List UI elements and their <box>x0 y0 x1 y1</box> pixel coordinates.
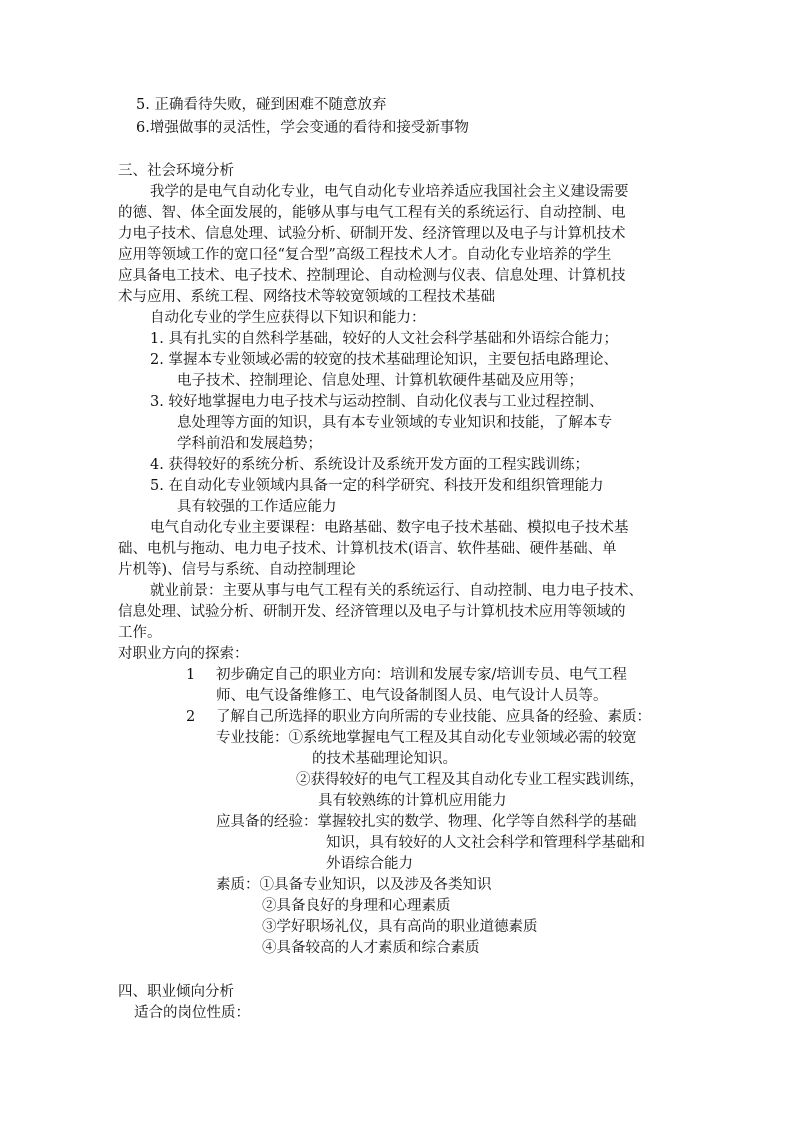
list-item-continuation: 师、电气设备维修工、电气设备制图人员、电气设计人员等。 <box>216 688 608 704</box>
detail-line: ③学好职场礼仪，具有高尚的职业道德素质 <box>262 919 538 935</box>
detail-line: 知识，具有较好的人文社会科学和管理科学基础和 <box>326 835 645 851</box>
list-item: 初步确定自己的职业方向：培训和发展专家/培训专员、电气工程 <box>216 667 627 683</box>
list-item: 1. 具有扎实的自然科学基础，较好的人文社会科学基础和外语综合能力； <box>150 331 618 347</box>
list-number: 2 <box>186 709 196 725</box>
paragraph-line: 工作。 <box>118 625 162 641</box>
paragraph-line: 电气自动化专业主要课程：电路基础、数字电子技术基础、模拟电子技术基 <box>150 520 629 536</box>
detail-line: 应具备的经验：掌握较扎实的数学、物理、化学等自然科学的基础 <box>216 814 637 830</box>
detail-line: ②获得较好的电气工程及其自动化专业工程实践训练， <box>296 772 644 788</box>
detail-line: 外语综合能力 <box>326 856 413 872</box>
detail-line: 素质：①具备专业知识，以及涉及各类知识 <box>216 877 492 893</box>
paragraph-line: 的德、智、体全面发展的，能够从事与电气工程有关的系统运行、自动控制、电 <box>118 205 626 221</box>
list-item-continuation: 学科前沿和发展趋势； <box>177 436 322 452</box>
list-item: 2. 掌握本专业领域必需的较宽的技术基础理论知识，主要包括电路理论、 <box>150 352 618 368</box>
list-item-continuation: 电子技术、控制理论、信息处理、计算机软硬件基础及应用等； <box>177 373 583 389</box>
paragraph-line: 力电子技术、信息处理、试验分析、研制开发、经济管理以及电子与计算机技术 <box>118 226 626 242</box>
list-number: 1 <box>186 667 196 683</box>
list-item-6: 6.增强做事的灵活性，学会变通的看待和接受新事物 <box>136 120 469 136</box>
list-item: 5. 在自动化专业领域内具备一定的科学研究、科技开发和组织管理能力 <box>150 478 604 494</box>
paragraph-line: 片机等)、信号与系统、自动控制理论 <box>118 562 356 578</box>
paragraph-line: 应具备电工技术、电子技术、控制理论、自动检测与仪表、信息处理、计算机技 <box>118 268 626 284</box>
detail-line: 专业技能：①系统地掌握电气工程及其自动化专业领域必需的较宽 <box>216 730 637 746</box>
paragraph-line: 我学的是电气自动化专业，电气自动化专业培养适应我国社会主义建设需要 <box>150 184 629 200</box>
section-heading-3: 三、社会环境分析 <box>118 163 234 179</box>
detail-line: ②具备良好的身理和心理素质 <box>262 898 451 914</box>
list-item: 了解自己所选择的职业方向所需的专业技能、应具备的经验、素质： <box>216 709 651 725</box>
paragraph-line: 应用等领域工作的宽口径“复合型”高级工程技术人才。自动化专业培养的学生 <box>118 247 612 263</box>
detail-line: 具有较熟练的计算机应用能力 <box>318 793 507 809</box>
paragraph-line: 信息处理、试验分析、研制开发、经济管理以及电子与计算机技术应用等领域的 <box>118 604 626 620</box>
paragraph-line: 自动化专业的学生应获得以下知识和能力： <box>150 310 426 326</box>
paragraph-line: 就业前景：主要从事与电气工程有关的系统运行、自动控制、电力电子技术、 <box>150 583 643 599</box>
paragraph-line: 适合的岗位性质： <box>134 1005 250 1021</box>
list-item-5: 5. 正确看待失败，碰到困难不随意放弃 <box>136 97 387 113</box>
paragraph-line: 术与应用、系统工程、网络技术等较宽领域的工程技术基础 <box>118 289 495 305</box>
list-item-continuation: 息处理等方面的知识，具有本专业领域的专业知识和技能，了解本专 <box>177 415 612 431</box>
paragraph-line: 础、电机与拖动、电力电子技术、计算机技术(语言、软件基础、硬件基础、单 <box>118 541 617 557</box>
list-item: 3. 较好地掌握电力电子技术与运动控制、自动化仪表与工业过程控制、 <box>150 394 604 410</box>
section-heading-4: 四、职业倾向分析 <box>118 984 234 1000</box>
list-item: 4. 获得较好的系统分析、系统设计及系统开发方面的工程实践训练； <box>150 457 589 473</box>
detail-line: 的技术基础理论知识。 <box>312 751 457 767</box>
detail-line: ④具备较高的人才素质和综合素质 <box>262 940 480 956</box>
list-item-continuation: 具有较强的工作适应能力 <box>177 499 337 515</box>
subheading: 对职业方向的探索： <box>118 646 249 662</box>
